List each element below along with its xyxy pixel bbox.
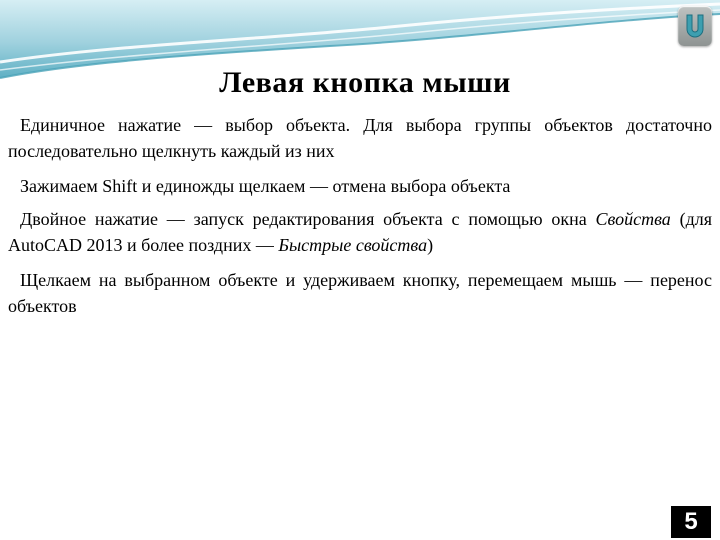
home-button[interactable] xyxy=(678,6,712,46)
home-icon xyxy=(684,13,706,39)
page-number-badge: 5 xyxy=(671,506,711,538)
paragraph-single-click: Единичное нажатие — выбор объекта. Для выбора группы объектов достаточно последовательно щелкнуть каждый из них xyxy=(8,115,712,161)
paragraph-drag: Щелкаем на выбранном объекте и удерживаем кнопку, перемещаем мышь — перенос объектов xyxy=(8,270,712,316)
quick-properties-term: Быстрые свойства xyxy=(278,235,428,255)
properties-window-term: Свойства xyxy=(595,209,671,229)
paragraph-text: (для AutoCAD 2013 и более поздних — xyxy=(8,209,712,255)
slide-content xyxy=(8,112,712,328)
paragraph-shift-click: Зажимаем Shift и единожды щелкаем — отмена выбора объекта xyxy=(20,176,511,196)
paragraph-double-click xyxy=(8,206,712,258)
paragraph-text: ) xyxy=(427,235,434,255)
paragraph-text: Двойное нажатие — запуск редактирования объекта с помощью окна xyxy=(20,209,596,229)
slide-title: Левая кнопка мыши xyxy=(219,66,511,99)
